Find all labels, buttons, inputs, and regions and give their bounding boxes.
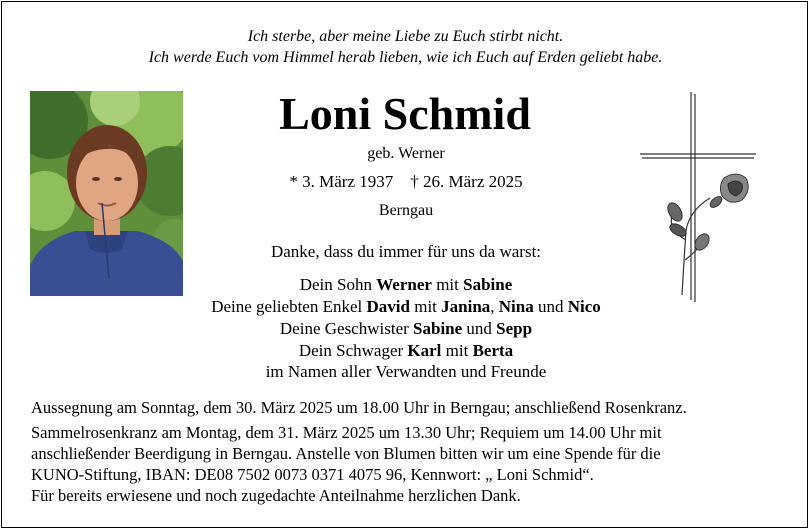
- quote-line-2: Ich werde Euch vom Himmel herab lieben, wie ich Euch auf Erden geliebt habe.: [148, 49, 663, 66]
- family-member-name: Nina: [498, 297, 534, 316]
- details-line: Sammelrosenkranz am Montag, dem 31. März 2025 um 13.30 Uhr; Requiem um 14.00 Uhr mit: [31, 423, 662, 442]
- details-line: anschließender Beerdigung in Berngau. Anstelle von Blumen bitten wir um eine Spende für die: [31, 444, 661, 463]
- family-member-name: Sabine: [413, 319, 463, 338]
- portrait-photo: [30, 91, 183, 296]
- family-member-name: Werner: [376, 275, 432, 294]
- family-member-name: Nico: [567, 297, 601, 316]
- aussegnung-text: Aussegnung am Sonntag, dem 30. März 2025 um 18.00 Uhr in Berngau; anschließend Rosenkranz.: [31, 398, 687, 417]
- family-text: Deine geliebten Enkel: [211, 297, 367, 316]
- life-dates: * 3. März 1937 † 26. März 2025: [289, 172, 523, 191]
- family-text: und: [533, 297, 568, 316]
- family-text: mit: [431, 275, 464, 294]
- details-line: Für bereits erwiesene und noch zugedachte Anteilnahme herzlichen Dank.: [31, 486, 521, 505]
- family-line: [160, 340, 652, 362]
- family-member-name: Sepp: [496, 319, 533, 338]
- family-member-name: Karl: [407, 341, 442, 360]
- family-text: mit: [409, 297, 442, 316]
- family-member-name: Janina: [441, 297, 491, 316]
- family-text: Dein Schwager: [298, 341, 408, 360]
- family-text: Deine Geschwister: [279, 319, 414, 338]
- family-text: mit: [441, 341, 473, 360]
- family-text: ,: [490, 297, 499, 316]
- details-block: [31, 422, 791, 506]
- deceased-name: Loni Schmid: [279, 88, 531, 139]
- family-line: [160, 318, 652, 340]
- family-line: [160, 361, 652, 383]
- cross-with-rose-icon: [638, 90, 758, 305]
- family-text: im Namen aller Verwandten und Freunde: [265, 362, 547, 381]
- family-line: [160, 296, 652, 318]
- family-member-name: Berta: [472, 341, 514, 360]
- family-member-name: Sabine: [463, 275, 513, 294]
- family-text: und: [462, 319, 497, 338]
- family-text: Dein Sohn: [299, 275, 377, 294]
- quote-line-1: Ich sterbe, aber meine Liebe zu Euch stirbt nicht.: [247, 28, 564, 45]
- family-member-name: David: [366, 297, 410, 316]
- details-line: KUNO-Stiftung, IBAN: DE08 7502 0073 0371 4075 96, Kennwort: „ Loni Schmid“.: [31, 465, 594, 484]
- birth-name: geb. Werner: [367, 145, 445, 162]
- family-line: [160, 274, 652, 296]
- place: Berngau: [378, 202, 434, 219]
- thanks-line: Danke, dass du immer für uns da warst:: [270, 242, 542, 261]
